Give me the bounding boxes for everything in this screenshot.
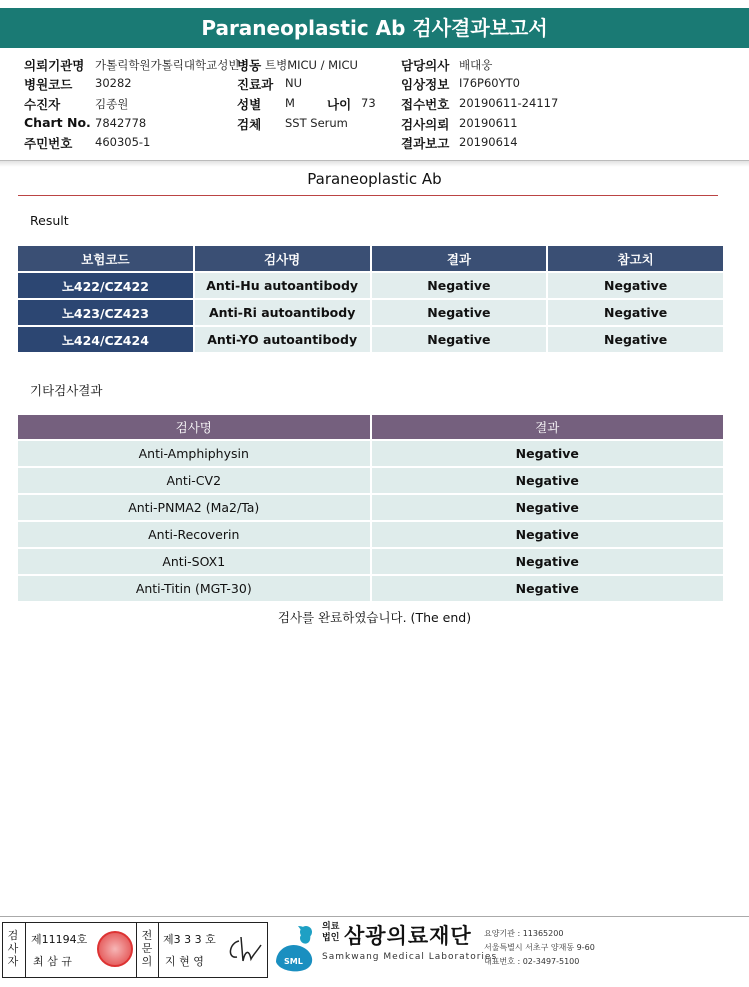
section-title: Paraneoplastic Ab xyxy=(307,170,442,188)
table-row xyxy=(18,495,723,520)
doctor-label: 담당의사 xyxy=(401,58,450,73)
test-name-cell: Anti-Ri autoantibody xyxy=(195,300,370,325)
table-row xyxy=(18,468,723,493)
test-name-cell: Anti-Titin (MGT-30) xyxy=(18,576,370,601)
specialist-label: 전문의 xyxy=(141,929,153,968)
rrn-label: 주민번호 xyxy=(24,136,73,151)
specialist-name: 지 현 영 xyxy=(165,955,204,968)
clinical-value: I76P60YT0 xyxy=(459,76,520,90)
foundation-english-name: Samkwang Medical Laboratories xyxy=(322,952,498,962)
age-label: 나이 xyxy=(327,97,352,112)
ward-value: 트병MICU / MICU xyxy=(265,58,358,72)
foundation-type: 의료법인 xyxy=(322,922,340,943)
receipt-label: 접수번호 xyxy=(401,97,450,112)
result-table xyxy=(16,244,725,354)
header-result: 결과 xyxy=(372,415,723,439)
ward-label: 병동 xyxy=(237,58,262,73)
receipt-value: 20190611-24117 xyxy=(459,96,559,110)
hospital-code-value: 30282 xyxy=(95,76,132,90)
reference-cell: Negative xyxy=(548,327,723,352)
dept-value: NU xyxy=(285,76,303,90)
result-label: Result xyxy=(30,213,69,228)
test-name-cell: Anti-Hu autoantibody xyxy=(195,273,370,298)
institution-label: 의뢰기관명 xyxy=(24,58,85,73)
address: 서울특별시 서초구 양재동 9-60 xyxy=(484,943,595,952)
header-test-name: 검사명 xyxy=(195,246,370,271)
examiner-name: 최 삼 규 xyxy=(33,955,72,968)
specialist-license: 제3 3 3 호 xyxy=(163,933,216,946)
age-value: 73 xyxy=(361,96,376,110)
report-date-label: 결과보고 xyxy=(401,136,450,151)
other-results-label: 기타검사결과 xyxy=(30,383,103,398)
footer-divider xyxy=(0,916,749,917)
result-table-header xyxy=(18,246,723,271)
other-table-header xyxy=(18,415,723,439)
patient-info xyxy=(0,54,749,154)
chart-value: 7842778 xyxy=(95,116,147,130)
institution-code: 요양기관 : 11365200 xyxy=(484,929,564,938)
header-insurance-code: 보험코드 xyxy=(18,246,193,271)
sml-logo-icon xyxy=(272,922,320,974)
header-shadow xyxy=(0,161,749,167)
report-date-value: 20190614 xyxy=(459,135,518,149)
seal-stamp xyxy=(97,931,133,967)
report-title: Paraneoplastic Ab 검사결과보고서 xyxy=(0,8,749,48)
request-label: 검사의뢰 xyxy=(401,117,450,132)
result-cell: Negative xyxy=(372,495,723,520)
table-row xyxy=(18,273,723,298)
chart-label: Chart No. xyxy=(24,115,91,130)
result-cell: Negative xyxy=(372,522,723,547)
reference-cell: Negative xyxy=(548,300,723,325)
table-row xyxy=(18,549,723,574)
test-name-cell: Anti-PNMA2 (Ma2/Ta) xyxy=(18,495,370,520)
header-reference: 참고치 xyxy=(548,246,723,271)
institution-value: 가톨릭학원가톨릭대학교성빈 xyxy=(95,58,240,72)
test-name-cell: Anti-CV2 xyxy=(18,468,370,493)
logo-text: SML xyxy=(284,957,303,966)
insurance-code-cell: 노423/CZ423 xyxy=(18,300,193,325)
examiner-label: 검사자 xyxy=(7,929,19,968)
test-name-cell: Anti-YO autoantibody xyxy=(195,327,370,352)
insurance-code-cell: 노424/CZ424 xyxy=(18,327,193,352)
reference-cell: Negative xyxy=(548,273,723,298)
test-name-cell: Anti-SOX1 xyxy=(18,549,370,574)
insurance-code-cell: 노422/CZ422 xyxy=(18,273,193,298)
section-rule xyxy=(18,195,718,196)
signature-box xyxy=(2,922,268,978)
footer-cell-divider xyxy=(25,923,26,977)
result-cell: Negative xyxy=(372,468,723,493)
result-cell: Negative xyxy=(372,549,723,574)
patient-label: 수진자 xyxy=(24,97,61,112)
test-name-cell: Anti-Recoverin xyxy=(18,522,370,547)
patient-value: 김종원 xyxy=(95,97,129,111)
phone-number: 대표번호 : 02-3497-5100 xyxy=(484,957,580,966)
clinical-label: 임상정보 xyxy=(401,77,450,92)
signature xyxy=(225,933,265,965)
hospital-code-label: 병원코드 xyxy=(24,77,73,92)
other-results-table xyxy=(16,413,725,603)
end-message: 검사를 완료하였습니다. (The end) xyxy=(277,610,472,625)
test-name-cell: Anti-Amphiphysin xyxy=(18,441,370,466)
request-value: 20190611 xyxy=(459,116,518,130)
rrn-value: 460305-1 xyxy=(95,135,151,149)
examiner-license: 제11194호 xyxy=(31,933,88,946)
table-row xyxy=(18,441,723,466)
header-test-name: 검사명 xyxy=(18,415,370,439)
table-row xyxy=(18,327,723,352)
result-cell: Negative xyxy=(372,273,547,298)
footer-cell-divider xyxy=(158,923,159,977)
doctor-value: 배대웅 xyxy=(459,58,493,72)
result-cell: Negative xyxy=(372,576,723,601)
header-result: 결과 xyxy=(372,246,547,271)
result-cell: Negative xyxy=(372,441,723,466)
foundation-name: 삼광의료재단 xyxy=(344,924,472,948)
result-cell: Negative xyxy=(372,300,547,325)
table-row xyxy=(18,522,723,547)
sex-label: 성별 xyxy=(237,97,262,112)
specimen-label: 검체 xyxy=(237,117,262,132)
sex-value: M xyxy=(285,96,295,110)
footer-cell-divider xyxy=(136,923,137,977)
dept-label: 진료과 xyxy=(237,77,274,92)
table-row xyxy=(18,576,723,601)
specimen-value: SST Serum xyxy=(285,116,348,130)
result-cell: Negative xyxy=(372,327,547,352)
table-row xyxy=(18,300,723,325)
